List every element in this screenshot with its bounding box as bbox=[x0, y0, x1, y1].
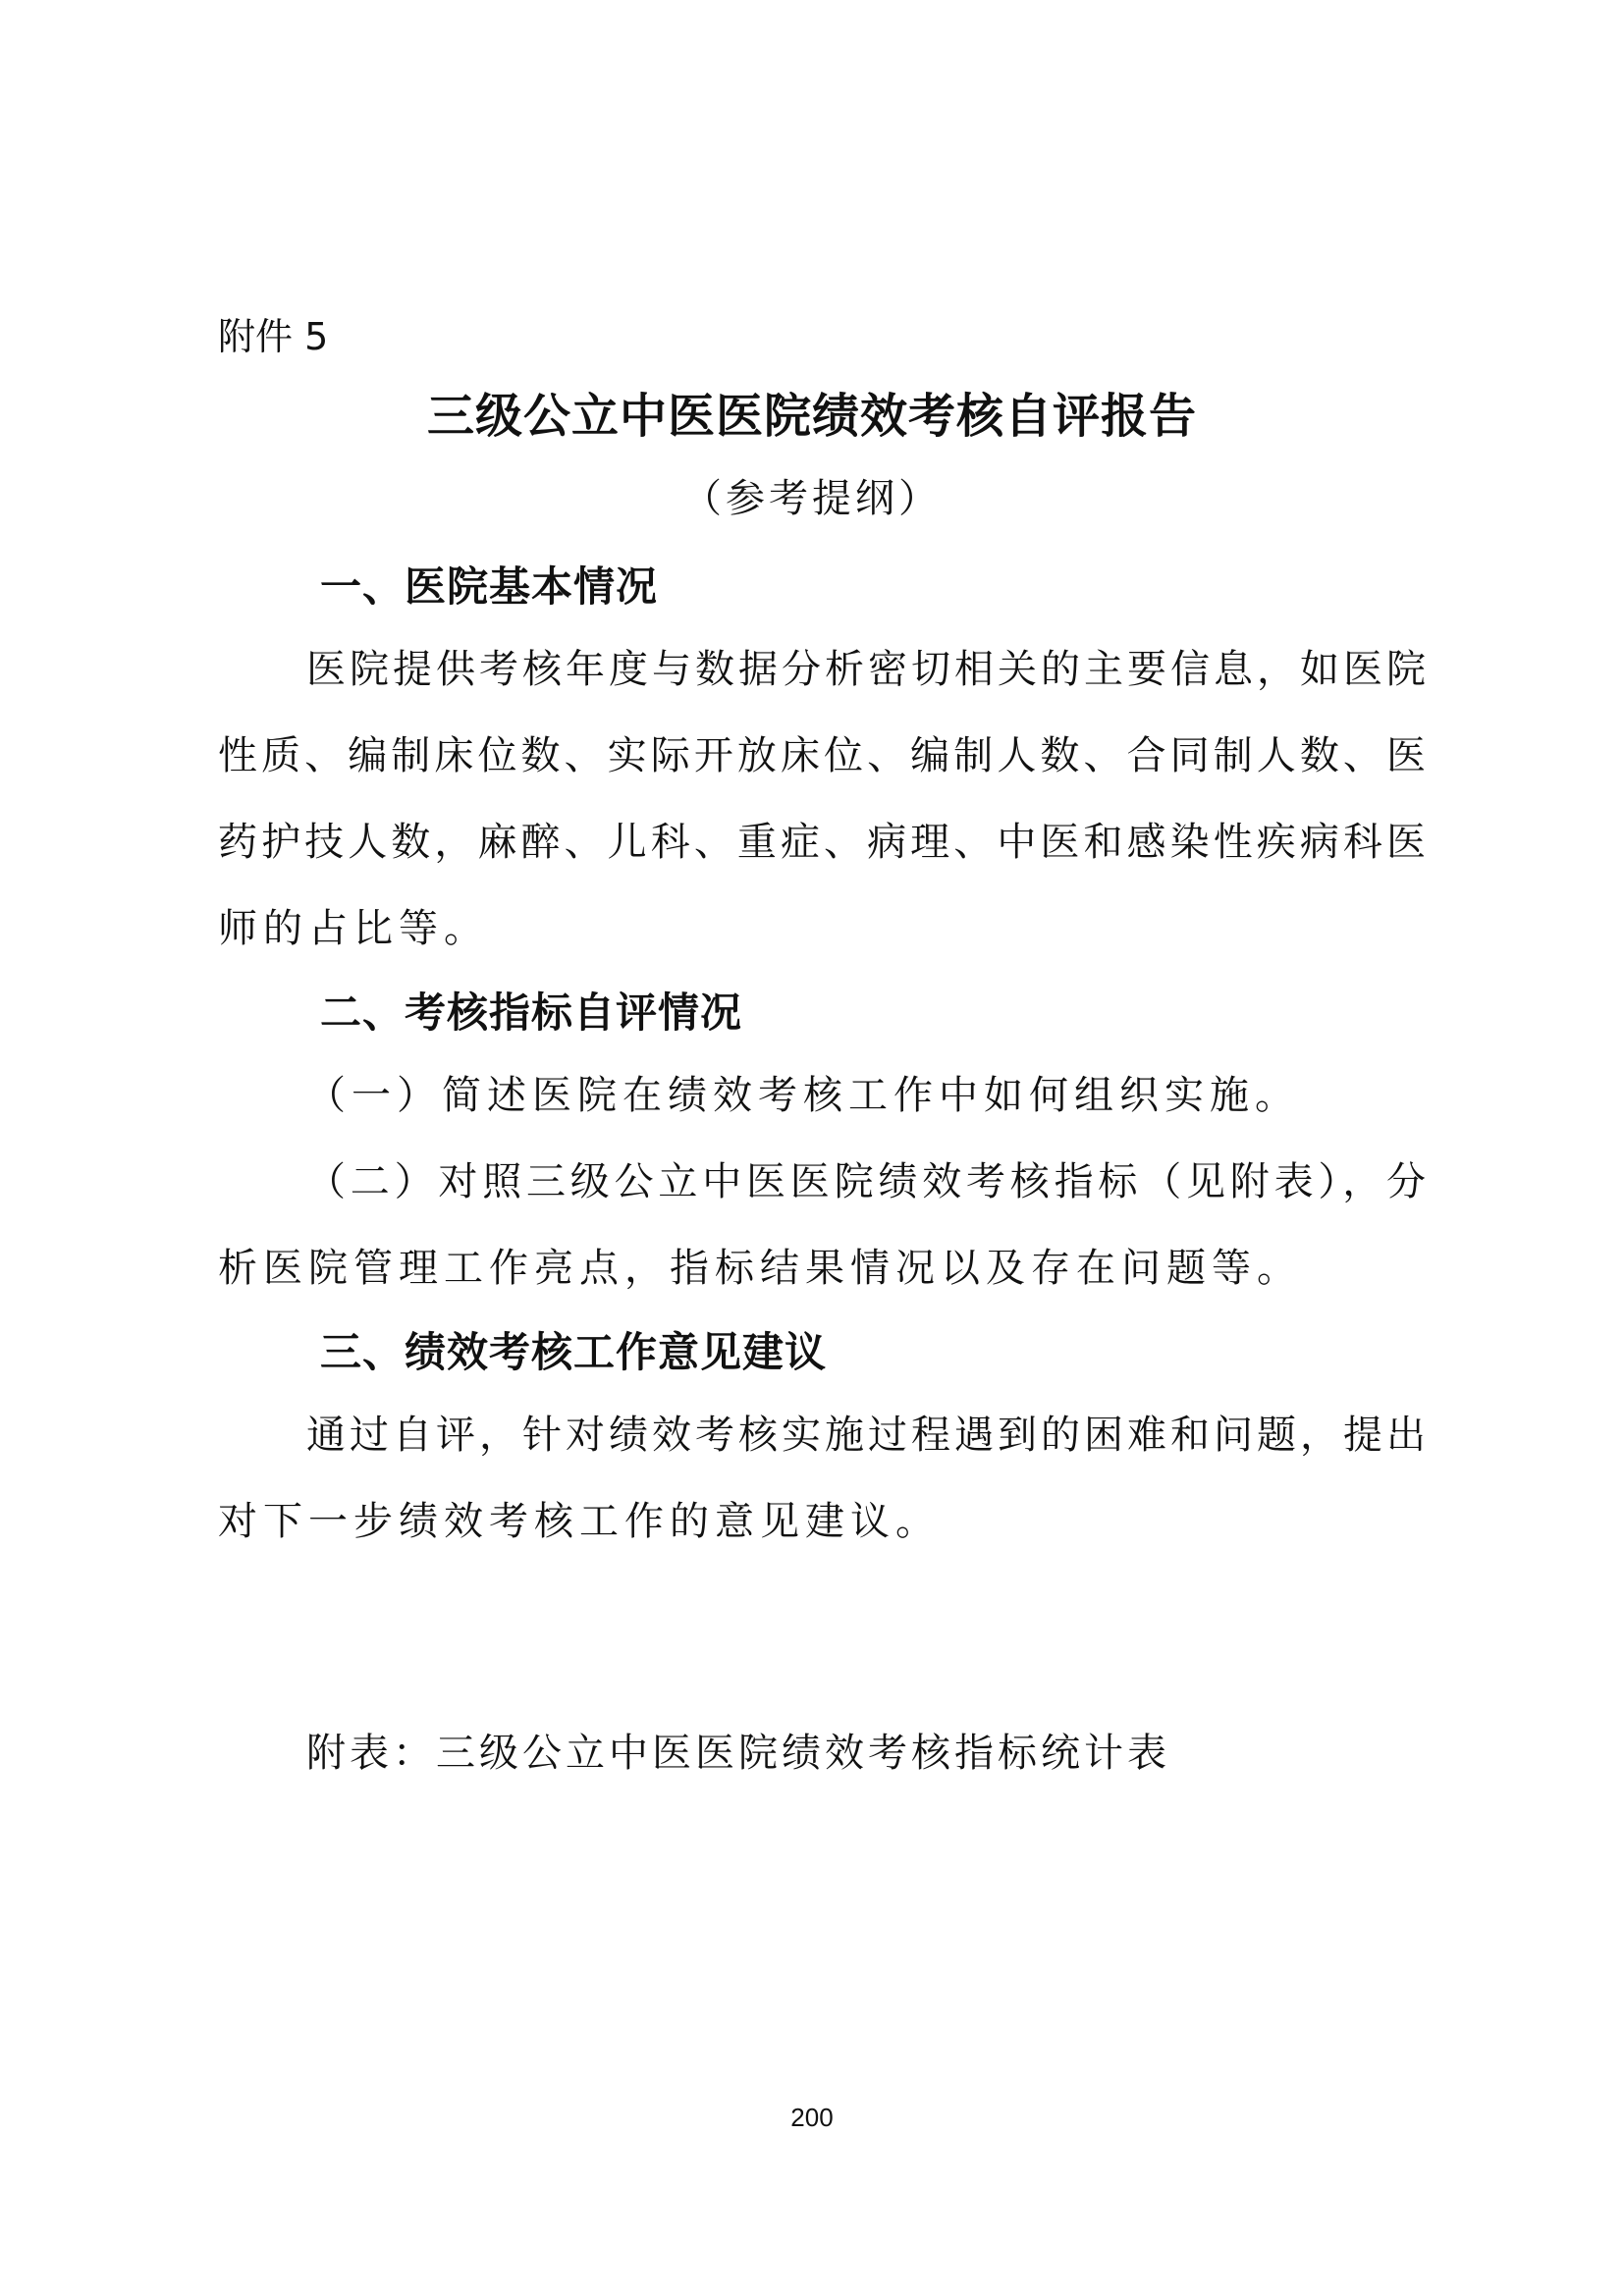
section-heading-2: 二、考核指标自评情况 bbox=[320, 988, 743, 1037]
section-heading-1: 一、医院基本情况 bbox=[320, 562, 659, 611]
page-number: 200 bbox=[790, 2103, 834, 2132]
document-title: 三级公立中医医院绩效考核自评报告 bbox=[426, 389, 1197, 444]
section-1-line-4: 师的占比等。 bbox=[218, 906, 489, 951]
section-3-line-2: 对下一步绩效考核工作的意见建议。 bbox=[218, 1499, 941, 1544]
section-2-item-1: （一）简述医院在绩效考核工作中如何组织实施。 bbox=[306, 1073, 1300, 1118]
document-subtitle: （参考提纲） bbox=[682, 476, 942, 521]
section-1-line-3: 药护技人数，麻醉、儿科、重症、病理、中医和感染性疾病科医 bbox=[218, 820, 1426, 865]
section-2-item-2-line-2: 析医院管理工作亮点，指标结果情况以及存在问题等。 bbox=[218, 1246, 1302, 1291]
section-1-line-2: 性质、编制床位数、实际开放床位、编制人数、合同制人数、医 bbox=[218, 733, 1426, 778]
section-3-line-1: 通过自评，针对绩效考核实施过程遇到的困难和问题，提出 bbox=[306, 1413, 1426, 1458]
section-2-item-2-line-1: （二）对照三级公立中医医院绩效考核指标（见附表），分 bbox=[306, 1159, 1426, 1204]
attachment-label: 附件 5 bbox=[218, 315, 329, 358]
section-heading-3: 三、绩效考核工作意见建议 bbox=[320, 1328, 828, 1376]
section-1-line-1: 医院提供考核年度与数据分析密切相关的主要信息，如医院 bbox=[306, 647, 1426, 692]
appendix-note: 附表：三级公立中医医院绩效考核指标统计表 bbox=[306, 1731, 1170, 1776]
